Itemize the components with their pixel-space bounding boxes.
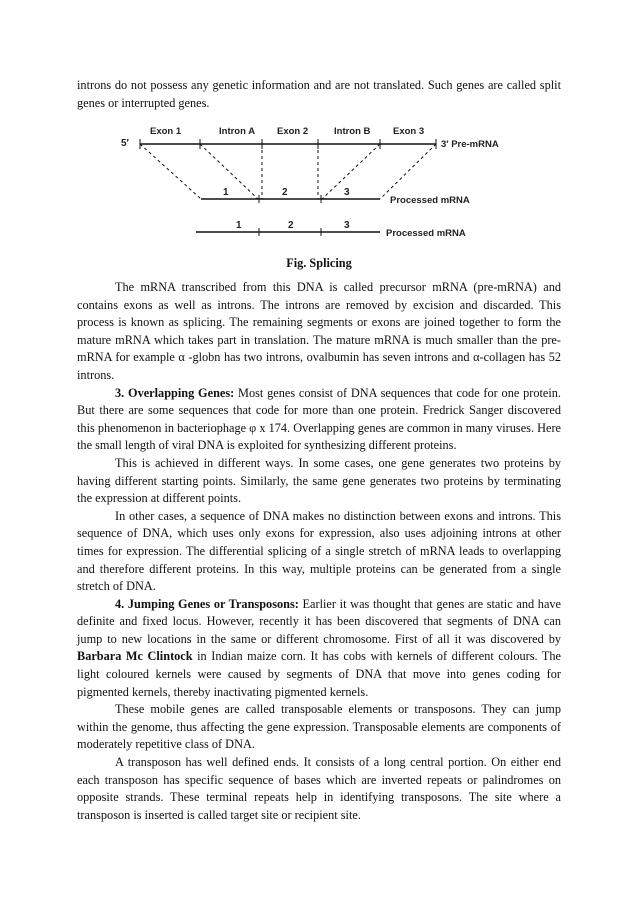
- splice-line-3a: [322, 144, 380, 199]
- paragraph-jumping-genes: [77, 596, 561, 702]
- processed1-num-1: 1: [223, 187, 229, 198]
- processed2-num-2: 2: [288, 220, 294, 231]
- processed1-num-2: 2: [282, 187, 288, 198]
- five-prime-label: 5′: [121, 138, 129, 149]
- intro-text: introns do not possess any genetic information and are not translated. Such genes are called split genes or interrupted genes.: [77, 78, 561, 110]
- paragraph-different-ways: This is achieved in different ways. In some cases, one gene generates two proteins by having different starting points. Similarly, the same gene generates two proteins by terminating the expression at different points.: [77, 455, 561, 506]
- heading-overlapping-genes: 3. Overlapping Genes:: [115, 385, 235, 400]
- exon3-label: Exon 3: [393, 126, 425, 137]
- exon2-label: Exon 2: [277, 126, 309, 137]
- scientist-name: Barbara Mc Clintock: [77, 649, 193, 664]
- body-text: [77, 279, 561, 824]
- processed1-num-3: 3: [344, 187, 350, 198]
- pre-mrna-label: 3′ Pre-mRNA: [441, 139, 499, 150]
- paragraph-transposon-ends: A transposon has well defined ends. It consists of a long central portion. On either end each transposon has specific sequence of bases which are inverted repeats or palindromes on opposite strands. These terminal repeats help in identifying transposons. The site where a transposon is inserted is called target site or recipient site.: [77, 755, 561, 822]
- intronB-label: Intron B: [334, 126, 371, 137]
- jumping-genes-text-b: in Indian maize corn. It has cobs with kernels of different colours. The light coloured kernels were caused by segments of DNA that move into genes coding for pigmented kernels, thereby inactivating pigmented kernels.: [77, 649, 561, 699]
- splice-line-1b: [200, 144, 258, 199]
- paragraph-mobile-genes: These mobile genes are called transposable elements or transposons. They can jump within the genome, thus affecting the gene expression. Transposable elements are components of moderately repetitive class of DNA.: [77, 702, 561, 752]
- heading-jumping-genes: 4. Jumping Genes or Transposons:: [115, 596, 299, 611]
- paragraph-overlapping-genes: [77, 385, 561, 455]
- paragraph-premrna: The mRNA transcribed from this DNA is called precursor mRNA (pre-mRNA) and contains exons as well as introns. The introns are removed by excision and discarded. This process is known as splicing. The remaining segments or exons are joined together to form the mature mRNA which takes part in translation. The mature mRNA is much smaller than the pre-mRNA for example α -globn has two introns, ovalbumin has seven introns and α-collagen has 52 introns.: [77, 280, 561, 382]
- processed2-num-1: 1: [236, 220, 242, 231]
- figure-caption: Fig. Splicing: [286, 256, 352, 270]
- processed1-label: Processed mRNA: [390, 195, 470, 206]
- splice-line-3b: [380, 144, 436, 199]
- jumping-genes-text-a: Earlier it was thought that genes are static and have definite and fixed locus. However, recently it has been discovered that segments of DNA can jump to new locations in the same or different chromosome. First of all it was discovered by: [77, 596, 562, 646]
- processed2-num-3: 3: [344, 220, 350, 231]
- exon1-label: Exon 1: [150, 126, 182, 137]
- overlapping-genes-text: Most genes consist of DNA sequences that code for one protein. But there are some sequences that code for more than one protein. Fredrick Sanger discovered this phenomenon in bacteriophage φ x 174. Overlapping genes are common in many viruses. Here the small length of viral DNA is exploited for synthesizing different proteins.: [77, 385, 561, 453]
- processed2-label: Processed mRNA: [386, 228, 466, 239]
- splice-line-1a: [140, 144, 201, 199]
- paragraph-other-cases: In other cases, a sequence of DNA makes no distinction between exons and introns. This sequence of DNA, which uses only exons for expression, also uses adjoining introns at other times for expression. The differential splicing of a single stretch of mRNA leads to overlapping and therefore different proteins. In this way, multiple proteins can be generated from a single stretch of DNA.: [77, 508, 561, 594]
- splicing-diagram: [0, 0, 638, 260]
- intronA-label: Intron A: [219, 126, 256, 137]
